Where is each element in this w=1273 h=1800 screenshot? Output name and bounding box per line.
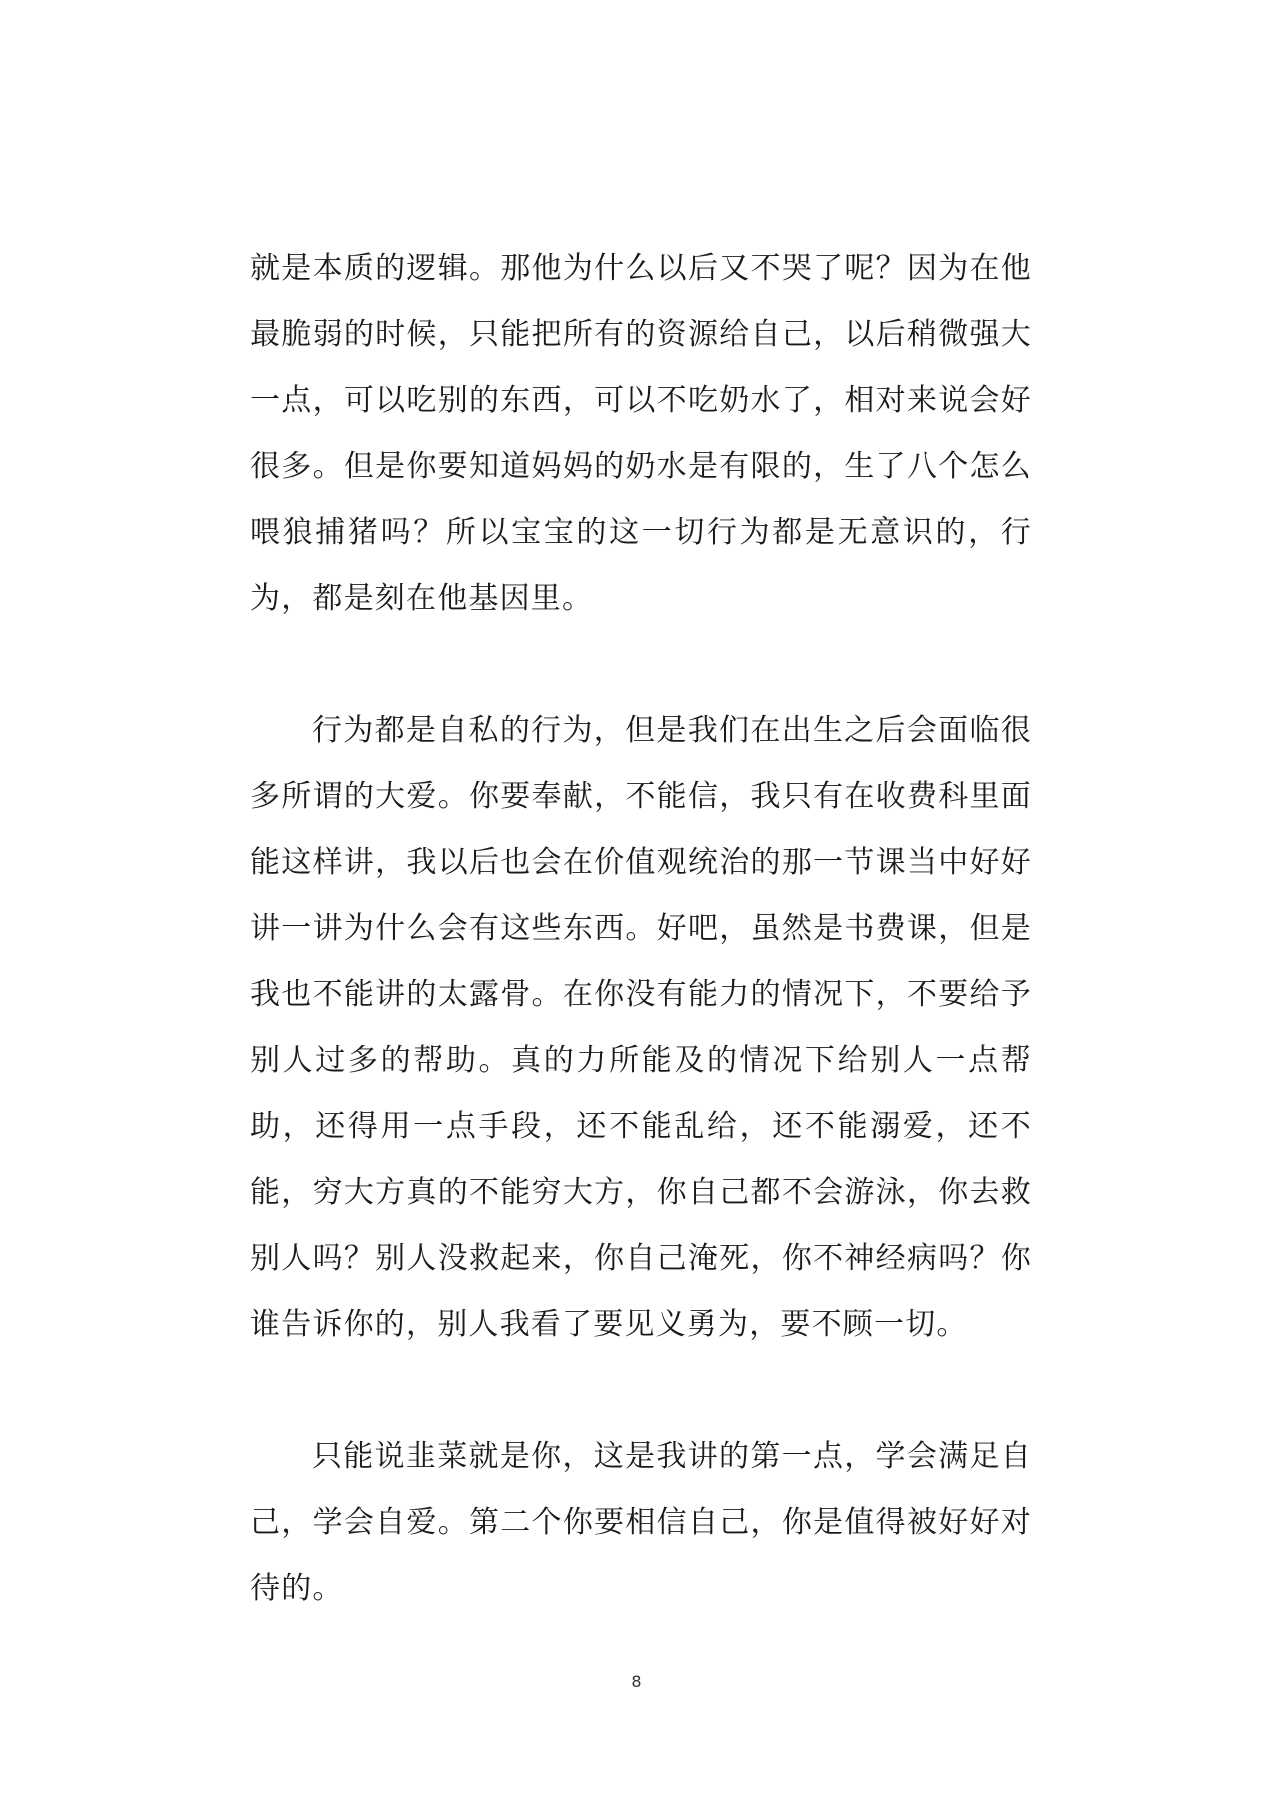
body-text bbox=[250, 236, 1032, 1688]
paragraph-3: 只能说韭菜就是你，这是我讲的第一点，学会满足自己，学会自爱。第二个你要相信自己，你是值得被好好对待的。 bbox=[250, 1439, 1032, 1606]
page-number: 8 bbox=[631, 1672, 642, 1691]
paragraph-1: 就是本质的逻辑。那他为什么以后又不哭了呢？因为在他最脆弱的时候，只能把所有的资源给自己，以后稍微强大一点，可以吃别的东西，可以不吃奶水了，相对来说会好很多。但是你要知道妈妈的奶水是有限的，生了八个怎么喂狼捕猪吗？所以宝宝的这一切行为都是无意识的，行为，都是刻在他基因里。 bbox=[250, 251, 1032, 616]
paragraph-2: 行为都是自私的行为，但是我们在出生之后会面临很多所谓的大爱。你要奉献，不能信，我只有在收费科里面能这样讲，我以后也会在价值观统治的那一节课当中好好讲一讲为什么会有这些东西。好吧，虽然是书费课，但是我也不能讲的太露骨。在你没有能力的情况下，不要给予别人过多的帮助。真的力所能及的情况下给别人一点帮助，还得用一点手段，还不能乱给，还不能溺爱，还不能，穷大方真的不能穷大方，你自己都不会游泳，你去救别人吗？别人没救起来，你自己淹死，你不神经病吗？你谁告诉你的，别人我看了要见义勇为，要不顾一切。 bbox=[250, 713, 1032, 1342]
